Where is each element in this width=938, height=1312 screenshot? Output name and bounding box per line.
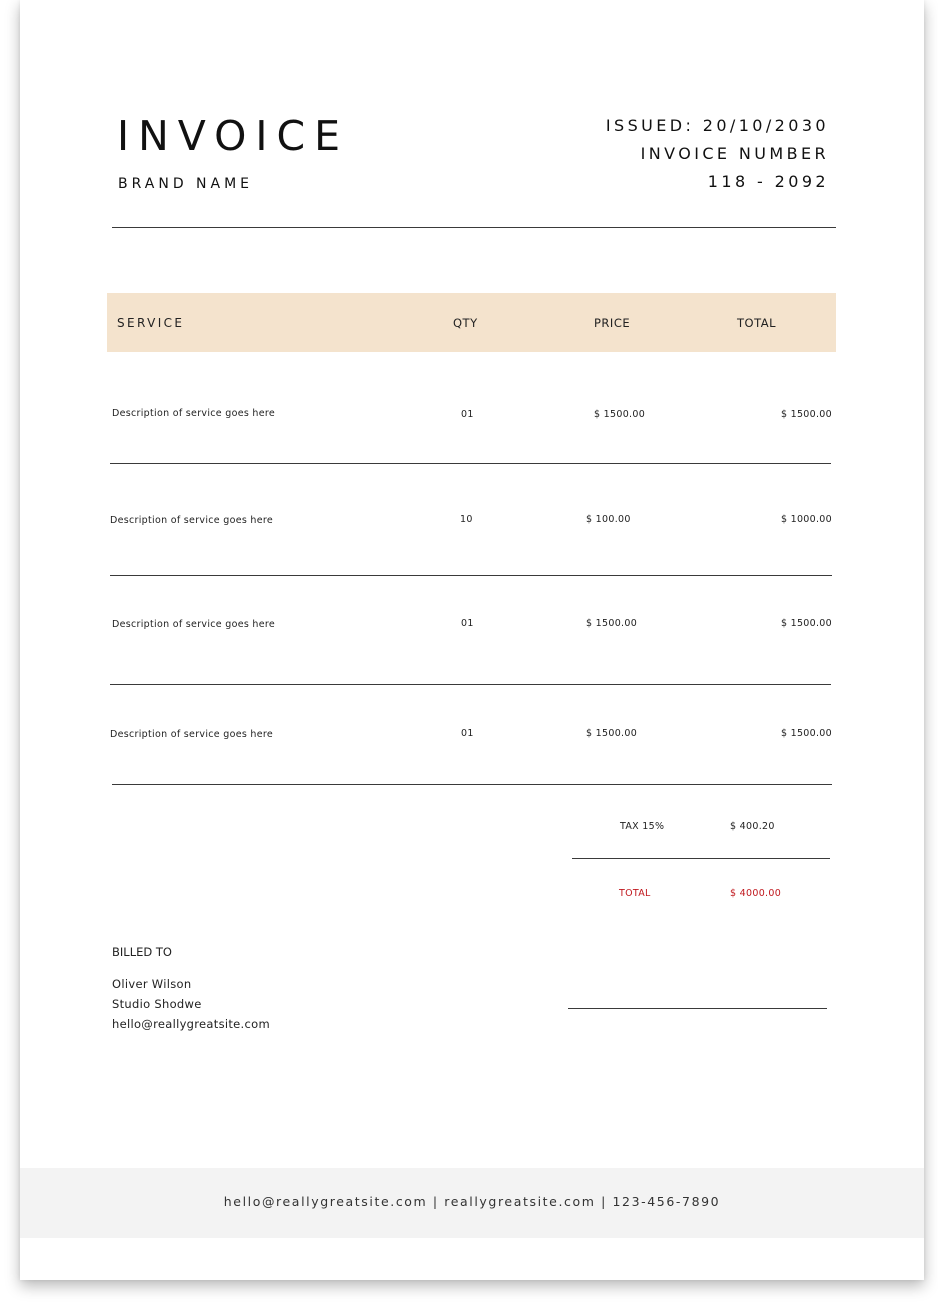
row-2-description: Description of service goes here — [110, 515, 274, 526]
row-3-total: $ 1500.00 — [780, 618, 832, 629]
tax-value: $ 400.20 — [730, 821, 775, 832]
row-2-divider — [110, 575, 832, 576]
row-1-description: Description of service goes here — [112, 408, 276, 419]
column-header-total: TOTAL — [737, 316, 776, 330]
tax-divider — [572, 858, 830, 859]
invoice-page — [20, 0, 924, 1280]
row-1-price: $ 1500.00 — [594, 409, 646, 420]
billed-to-name: Oliver Wilson — [112, 977, 192, 991]
billed-to-heading: BILLED TO — [112, 945, 172, 959]
billed-to-email: hello@reallygreatsite.com — [112, 1017, 270, 1031]
row-3-divider — [110, 684, 831, 685]
invoice-number-label: INVOICE NUMBER — [640, 144, 829, 163]
tax-label: TAX 15% — [620, 821, 665, 832]
row-1-qty: 01 — [461, 409, 474, 420]
row-3-qty: 01 — [461, 618, 474, 629]
header-divider — [112, 227, 836, 228]
row-3-price: $ 1500.00 — [586, 618, 638, 629]
invoice-number: 118 - 2092 — [707, 172, 829, 191]
row-4-description: Description of service goes here — [110, 729, 274, 740]
row-3-description: Description of service goes here — [112, 619, 276, 630]
grand-total-value: $ 4000.00 — [730, 888, 782, 899]
grand-total-label: TOTAL — [619, 888, 651, 899]
billed-to-company: Studio Shodwe — [112, 997, 202, 1011]
column-header-price: PRICE — [594, 316, 631, 330]
row-2-price: $ 100.00 — [586, 514, 631, 525]
row-4-price: $ 1500.00 — [586, 728, 638, 739]
brand-name: BRAND NAME — [118, 176, 254, 192]
row-2-qty: 10 — [460, 514, 473, 525]
row-1-divider — [110, 463, 831, 464]
row-2-total: $ 1000.00 — [780, 514, 832, 525]
footer-contact: hello@reallygreatsite.com | reallygreatsite.com | 123-456-7890 — [223, 1194, 721, 1209]
row-1-total: $ 1500.00 — [780, 409, 832, 420]
signature-line — [568, 1008, 827, 1009]
row-4-total: $ 1500.00 — [780, 728, 832, 739]
column-header-service: SERVICE — [117, 316, 185, 330]
issued-date: ISSUED: 20/10/2030 — [605, 116, 829, 135]
column-header-qty: QTY — [453, 316, 478, 330]
row-4-qty: 01 — [461, 728, 474, 739]
row-4-divider — [112, 784, 832, 785]
invoice-title: INVOICE — [117, 112, 349, 160]
